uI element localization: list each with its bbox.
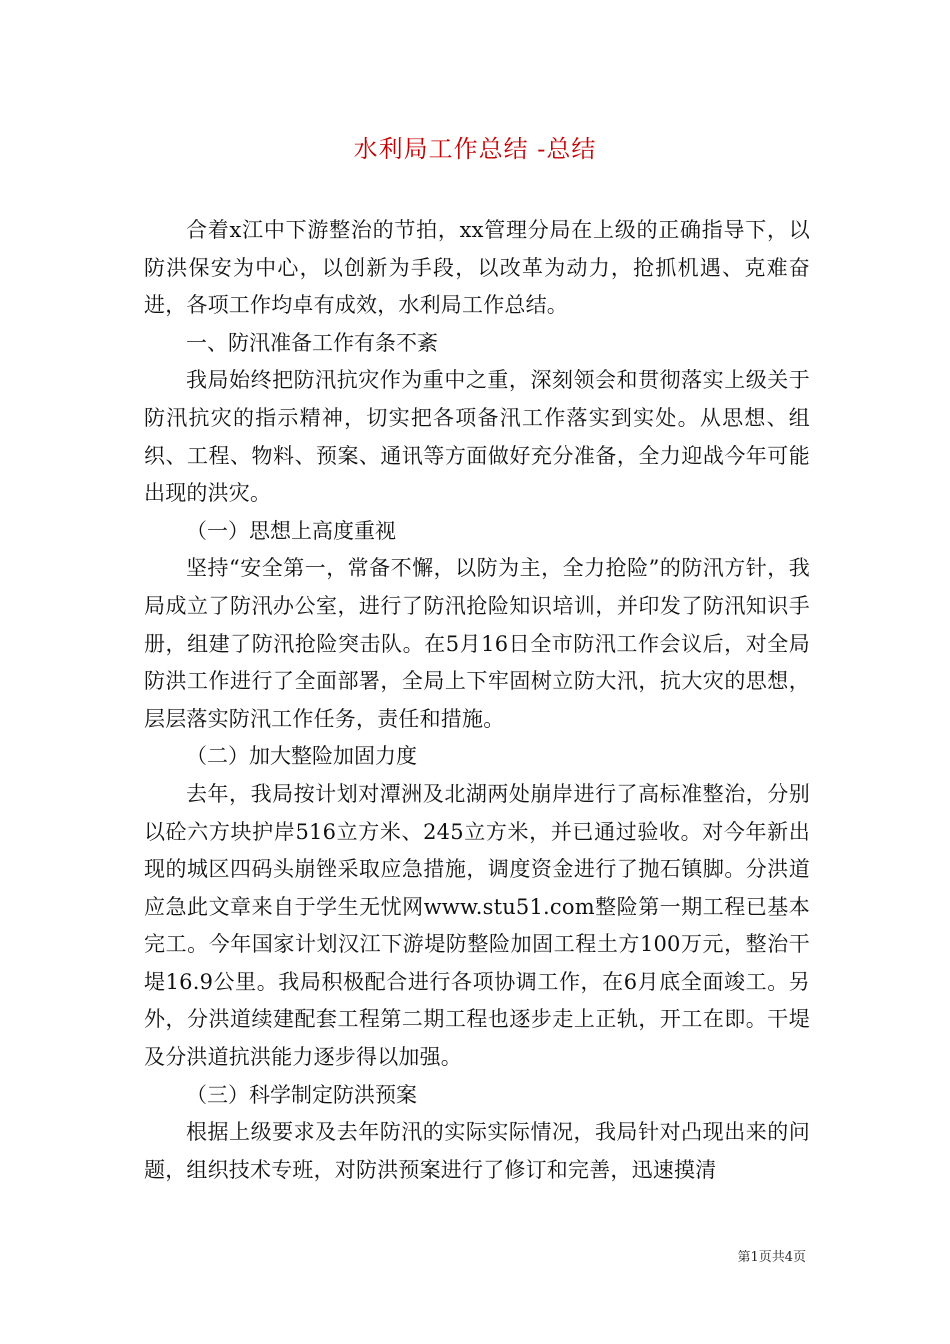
paragraph-subsection-1: 坚持“安全第一，常备不懈，以防为主，全力抢险”的防汛方针，我局成立了防汛办公室，进行了防汛抢险知识培训，并印发了防汛知识手册，组建了防汛抢险突击队。在5月16日全市防汛工作会议后，对全局防洪工作进行了全面部署，全局上下牢固树立防大汛，抗大灾的思想，层层落实防汛工作任务，责任和措施。 [144,556,810,731]
subsection-heading-3: （三）科学制定防洪预案 [186,1082,417,1107]
section-heading-1: 一、防汛准备工作有条不紊 [186,330,438,355]
subsection-heading-1: （一）思想上高度重视 [186,518,396,543]
paragraph-subsection-2: 去年，我局按计划对潭洲及北湖两处崩岸进行了高标准整治，分别以砼六方块护岸516立方米、245立方米，并已通过验收。对今年新出现的城区四码头崩锉采取应急措施，调度资金进行了抛石镇脚。分洪道应急此文章来自于学生无忧网www.stu51.com整险第一期工程已基本完工。今年国家计划汉江下游堤防整险加固工程土方100万元，整治干堤16.9公里。我局积极配合进行各项协调工作，在6月底全面竣工。另外，分洪道续建配套工程第二期工程也逐步走上正轨，开工在即。干堤及分洪道抗洪能力逐步得以加强。 [144,781,810,1070]
page-number: 第1页共4页 [737,1250,806,1265]
paragraph-intro: 合着x江中下游整治的节拍，xx管理分局在上级的正确指导下，以防洪保安为中心，以创新为手段，以改革为动力，抢抓机遇、克难奋进，各项工作均卓有成效，水利局工作总结。 [144,218,810,318]
paragraph-subsection-3: 根据上级要求及去年防汛的实际实际情况，我局针对凸现出来的问题，组织技术专班，对防洪预案进行了修订和完善，迅速摸清 [144,1120,810,1182]
subsection-heading-2: （二）加大整险加固力度 [186,744,417,769]
document-body [144,212,810,1189]
document-title: 水利局工作总结 -总结 [353,135,597,163]
paragraph-section-1: 我局始终把防汛抗灾作为重中之重，深刻领会和贯彻落实上级关于防汛抗灾的指示精神，切实把各项备汛工作落实到实处。从思想、组织、工程、物料、预案、通讯等方面做好充分准备，全力迎战今年可能出现的洪灾。 [144,368,810,506]
